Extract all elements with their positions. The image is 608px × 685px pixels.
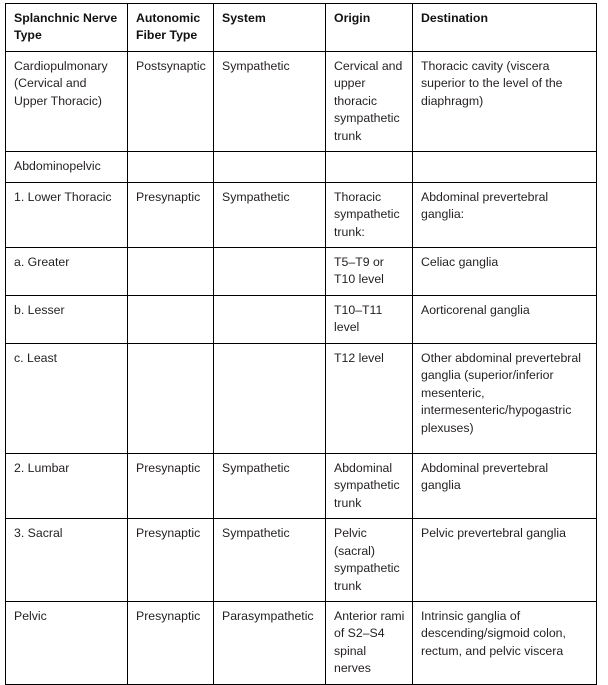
cell-system: Sympathetic [214, 51, 326, 151]
cell-system [214, 343, 326, 453]
column-header-origin: Origin [326, 4, 413, 52]
cell-fiber-type [128, 247, 214, 295]
column-header-destination: Destination [413, 4, 597, 52]
splanchnic-nerve-table [5, 3, 597, 685]
column-header-nerve-type: Splanchnic Nerve Type [6, 4, 128, 52]
cell-origin: T10–T11 level [326, 295, 413, 343]
table-row [6, 152, 597, 182]
table-header-row [6, 4, 597, 52]
cell-fiber-type: Presynaptic [128, 182, 214, 247]
cell-destination: Other abdominal prevertebral ganglia (superior/inferior mesenteric, intermesenteric/hypogastric plexuses) [413, 343, 597, 453]
table-row [6, 343, 597, 453]
column-header-system: System [214, 4, 326, 52]
cell-system: Sympathetic [214, 182, 326, 247]
table-row [6, 51, 597, 151]
cell-system: Sympathetic [214, 453, 326, 518]
cell-fiber-type [128, 152, 214, 182]
cell-fiber-type: Presynaptic [128, 601, 214, 684]
cell-system [214, 295, 326, 343]
table-row [6, 601, 597, 684]
table-row [6, 295, 597, 343]
cell-system: Sympathetic [214, 519, 326, 602]
table-row [6, 453, 597, 518]
cell-fiber-type: Presynaptic [128, 519, 214, 602]
cell-fiber-type [128, 343, 214, 453]
cell-destination: Abdominal prevertebral ganglia: [413, 182, 597, 247]
cell-origin: Pelvic (sacral) sympathetic trunk [326, 519, 413, 602]
cell-origin: Abdominal sympathetic trunk [326, 453, 413, 518]
cell-nerve-type: 1. Lower Thoracic [6, 182, 128, 247]
cell-origin: T12 level [326, 343, 413, 453]
cell-origin: Thoracic sympathetic trunk: [326, 182, 413, 247]
cell-nerve-type: 3. Sacral [6, 519, 128, 602]
cell-nerve-type: 2. Lumbar [6, 453, 128, 518]
cell-system [214, 152, 326, 182]
cell-fiber-type: Postsynaptic [128, 51, 214, 151]
cell-nerve-type: a. Greater [6, 247, 128, 295]
column-header-fiber-type: Autonomic Fiber Type [128, 4, 214, 52]
cell-destination: Thoracic cavity (viscera superior to the level of the diaphragm) [413, 51, 597, 151]
cell-destination [413, 152, 597, 182]
cell-origin: Cervical and upper thoracic sympathetic trunk [326, 51, 413, 151]
cell-system [214, 247, 326, 295]
table-row [6, 519, 597, 602]
cell-origin: Anterior rami of S2–S4 spinal nerves [326, 601, 413, 684]
splanchnic-nerve-table-container [5, 3, 596, 685]
cell-system: Parasympathetic [214, 601, 326, 684]
cell-nerve-type: Cardiopulmonary (Cervical and Upper Thoracic) [6, 51, 128, 151]
cell-nerve-type: Abdominopelvic [6, 152, 128, 182]
cell-origin: T5–T9 or T10 level [326, 247, 413, 295]
cell-fiber-type [128, 295, 214, 343]
cell-destination: Celiac ganglia [413, 247, 597, 295]
cell-fiber-type: Presynaptic [128, 453, 214, 518]
table-row [6, 247, 597, 295]
cell-nerve-type: c. Least [6, 343, 128, 453]
cell-nerve-type: Pelvic [6, 601, 128, 684]
cell-destination: Pelvic prevertebral ganglia [413, 519, 597, 602]
cell-nerve-type: b. Lesser [6, 295, 128, 343]
table-row [6, 182, 597, 247]
cell-origin [326, 152, 413, 182]
cell-destination: Aorticorenal ganglia [413, 295, 597, 343]
cell-destination: Intrinsic ganglia of descending/sigmoid colon, rectum, and pelvic viscera [413, 601, 597, 684]
cell-destination: Abdominal prevertebral ganglia [413, 453, 597, 518]
